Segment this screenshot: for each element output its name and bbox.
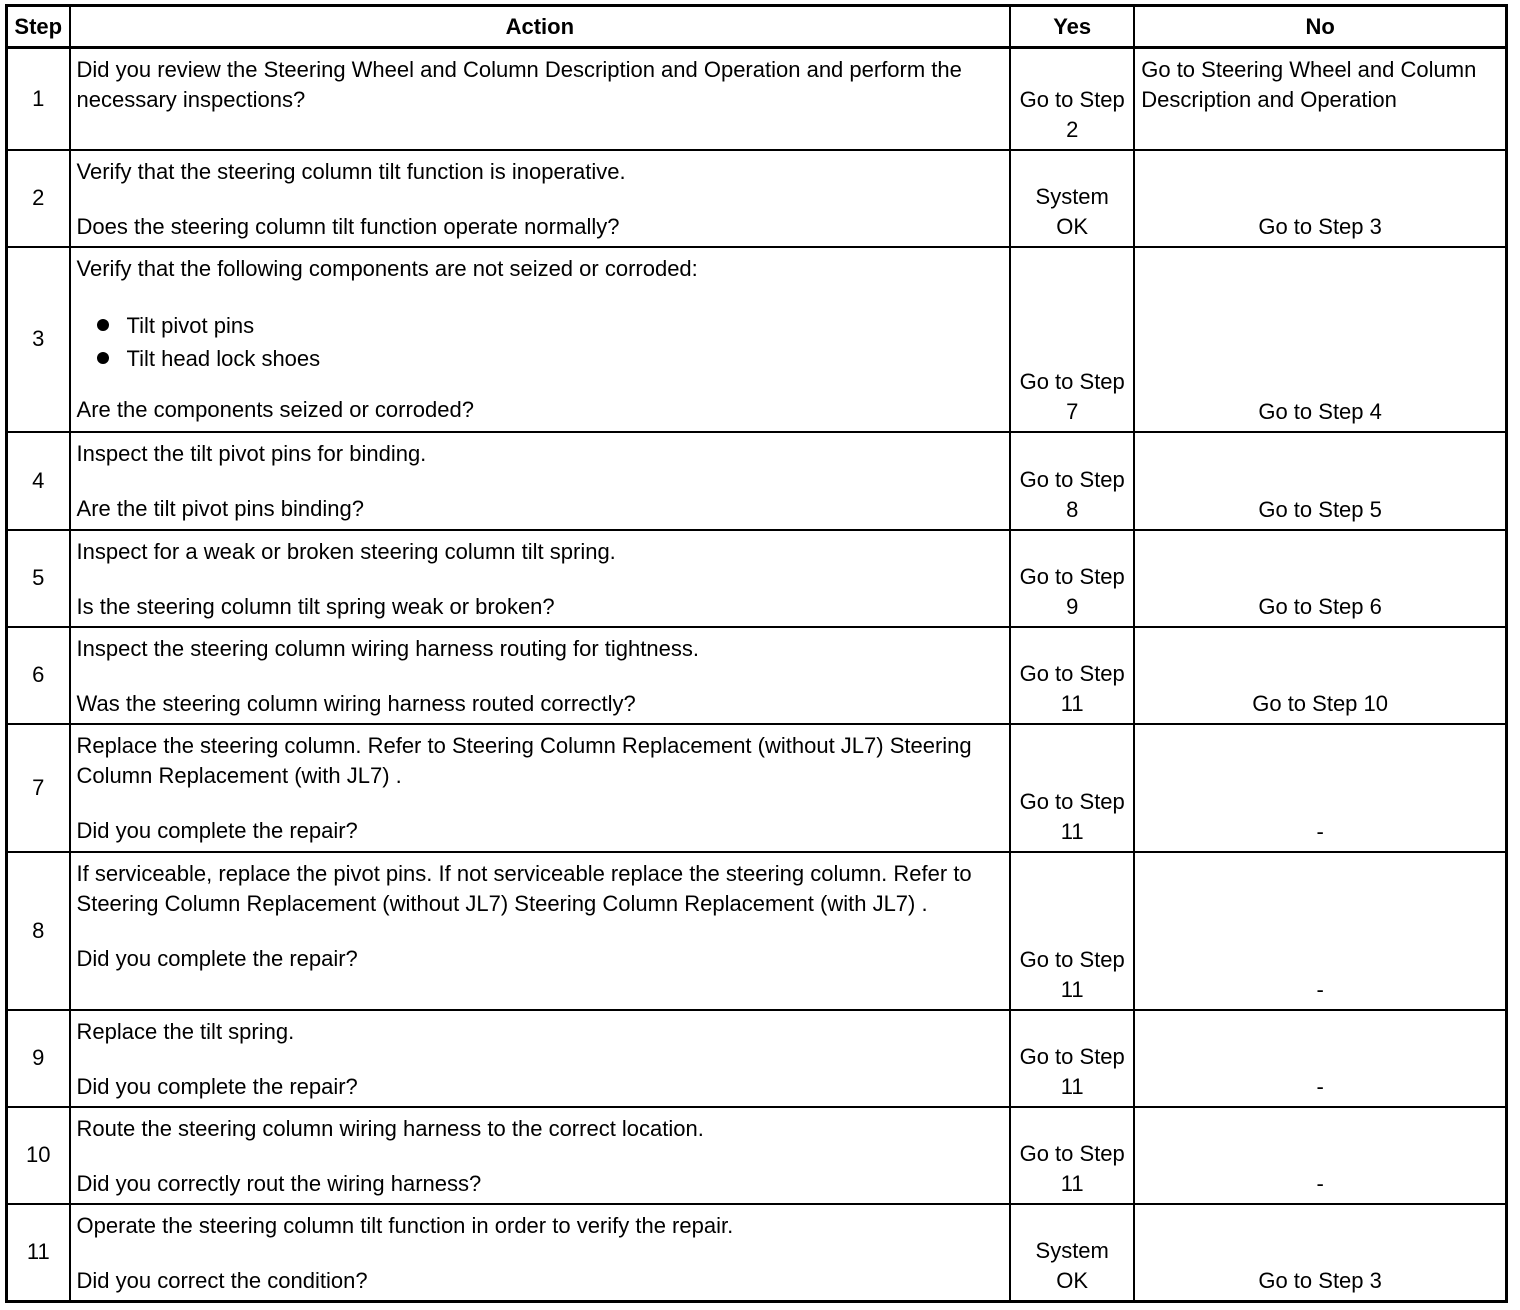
header-no: No: [1134, 6, 1506, 48]
table-row: [7, 1107, 1507, 1204]
action-text: Are the components seized or corroded?: [76, 396, 474, 422]
table-row: [7, 627, 1507, 724]
action-text: Did you complete the repair?: [76, 817, 358, 843]
action-text: Inspect for a weak or broken steering column tilt spring.: [76, 538, 616, 564]
action-text: Did you complete the repair?: [76, 1073, 358, 1099]
yes-result: Go to Step 2: [1010, 48, 1134, 150]
action-cell: [70, 530, 1011, 627]
step-number: 8: [7, 852, 70, 1010]
action-cell: [70, 432, 1011, 530]
action-cell: [70, 1107, 1011, 1204]
yes-result: Go to Step 11: [1010, 852, 1134, 1010]
action-cell: [70, 852, 1011, 1010]
yes-result: Go to Step 11: [1010, 627, 1134, 724]
action-text: Route the steering column wiring harness to the correct location.: [76, 1115, 704, 1141]
yes-result: Go to Step 8: [1010, 432, 1134, 530]
table-row: [7, 150, 1507, 247]
action-cell: [70, 1204, 1011, 1302]
header-action: Action: [70, 6, 1011, 48]
bullet-text: Tilt pivot pins: [126, 312, 255, 338]
no-result: Go to Step 3: [1134, 1204, 1506, 1302]
step-number: 1: [7, 48, 70, 150]
bullet-item: [97, 342, 1004, 375]
step-number: 2: [7, 150, 70, 247]
yes-result: Go to Step 7: [1010, 247, 1134, 432]
yes-result: Go to Step 11: [1010, 724, 1134, 852]
action-cell: [70, 724, 1011, 852]
table-row: [7, 530, 1507, 627]
table-row: [7, 852, 1507, 1010]
step-number: 4: [7, 432, 70, 530]
yes-result: Go to Step 9: [1010, 530, 1134, 627]
table-row: [7, 48, 1507, 150]
bullet-icon: [97, 352, 109, 364]
action-text: Inspect the steering column wiring harness routing for tightness.: [76, 635, 699, 661]
no-result: -: [1134, 1010, 1506, 1107]
action-text: Did you correctly rout the wiring harness?: [76, 1170, 482, 1196]
no-result: -: [1134, 852, 1506, 1010]
step-number: 7: [7, 724, 70, 852]
action-text: Inspect the tilt pivot pins for binding.: [76, 440, 427, 466]
action-text: Are the tilt pivot pins binding?: [76, 495, 364, 521]
step-number: 6: [7, 627, 70, 724]
action-text: Replace the tilt spring.: [76, 1018, 295, 1044]
bullet-text: Tilt head lock shoes: [126, 345, 321, 371]
action-cell: [70, 48, 1011, 150]
header-yes: Yes: [1010, 6, 1134, 48]
header-row: [7, 6, 1507, 48]
no-result: -: [1134, 724, 1506, 852]
action-text: Is the steering column tilt spring weak or broken?: [76, 593, 555, 619]
table-row: [7, 724, 1507, 852]
action-cell: [70, 627, 1011, 724]
diagnostic-table: [5, 4, 1508, 1303]
action-text: Verify that the steering column tilt function is inoperative.: [76, 158, 626, 184]
table-row: [7, 1010, 1507, 1107]
step-number: 11: [7, 1204, 70, 1302]
step-number: 5: [7, 530, 70, 627]
header-step: Step: [7, 6, 70, 48]
bullet-icon: [97, 319, 109, 331]
action-cell: [70, 1010, 1011, 1107]
step-number: 9: [7, 1010, 70, 1107]
action-text: Was the steering column wiring harness routed correctly?: [76, 690, 636, 716]
action-cell: [70, 247, 1011, 432]
step-number: 10: [7, 1107, 70, 1204]
no-result: Go to Step 4: [1134, 247, 1506, 432]
action-text: Does the steering column tilt function operate normally?: [76, 213, 620, 239]
action-text: Replace the steering column. Refer to Steering Column Replacement (without JL7) Steering Column Replacement (with JL7) .: [76, 732, 972, 788]
bullet-list: [77, 309, 1004, 375]
table-row: [7, 432, 1507, 530]
yes-result: System OK: [1010, 150, 1134, 247]
no-result: Go to Step 5: [1134, 432, 1506, 530]
action-text: Did you complete the repair?: [76, 945, 358, 971]
action-text: If serviceable, replace the pivot pins. If not serviceable replace the steering column. Refer to Steering Column Replacement (without JL7) Steering Column Replacement (with JL7) .: [76, 860, 972, 916]
no-result: Go to Steering Wheel and Column Description and Operation: [1134, 48, 1506, 150]
yes-result: System OK: [1010, 1204, 1134, 1302]
action-text: Did you correct the condition?: [76, 1267, 368, 1293]
table-row: [7, 1204, 1507, 1302]
bullet-item: [97, 309, 1004, 342]
action-text: Did you review the Steering Wheel and Column Description and Operation and perform the necessary inspections?: [76, 57, 962, 112]
no-result: -: [1134, 1107, 1506, 1204]
table-row: [7, 247, 1507, 432]
yes-result: Go to Step 11: [1010, 1010, 1134, 1107]
action-text: Operate the steering column tilt function in order to verify the repair.: [76, 1212, 734, 1238]
no-result: Go to Step 6: [1134, 530, 1506, 627]
action-text: Verify that the following components are not seized or corroded:: [76, 255, 698, 281]
step-number: 3: [7, 247, 70, 432]
action-cell: [70, 150, 1011, 247]
yes-result: Go to Step 11: [1010, 1107, 1134, 1204]
no-result: Go to Step 10: [1134, 627, 1506, 724]
no-result: Go to Step 3: [1134, 150, 1506, 247]
